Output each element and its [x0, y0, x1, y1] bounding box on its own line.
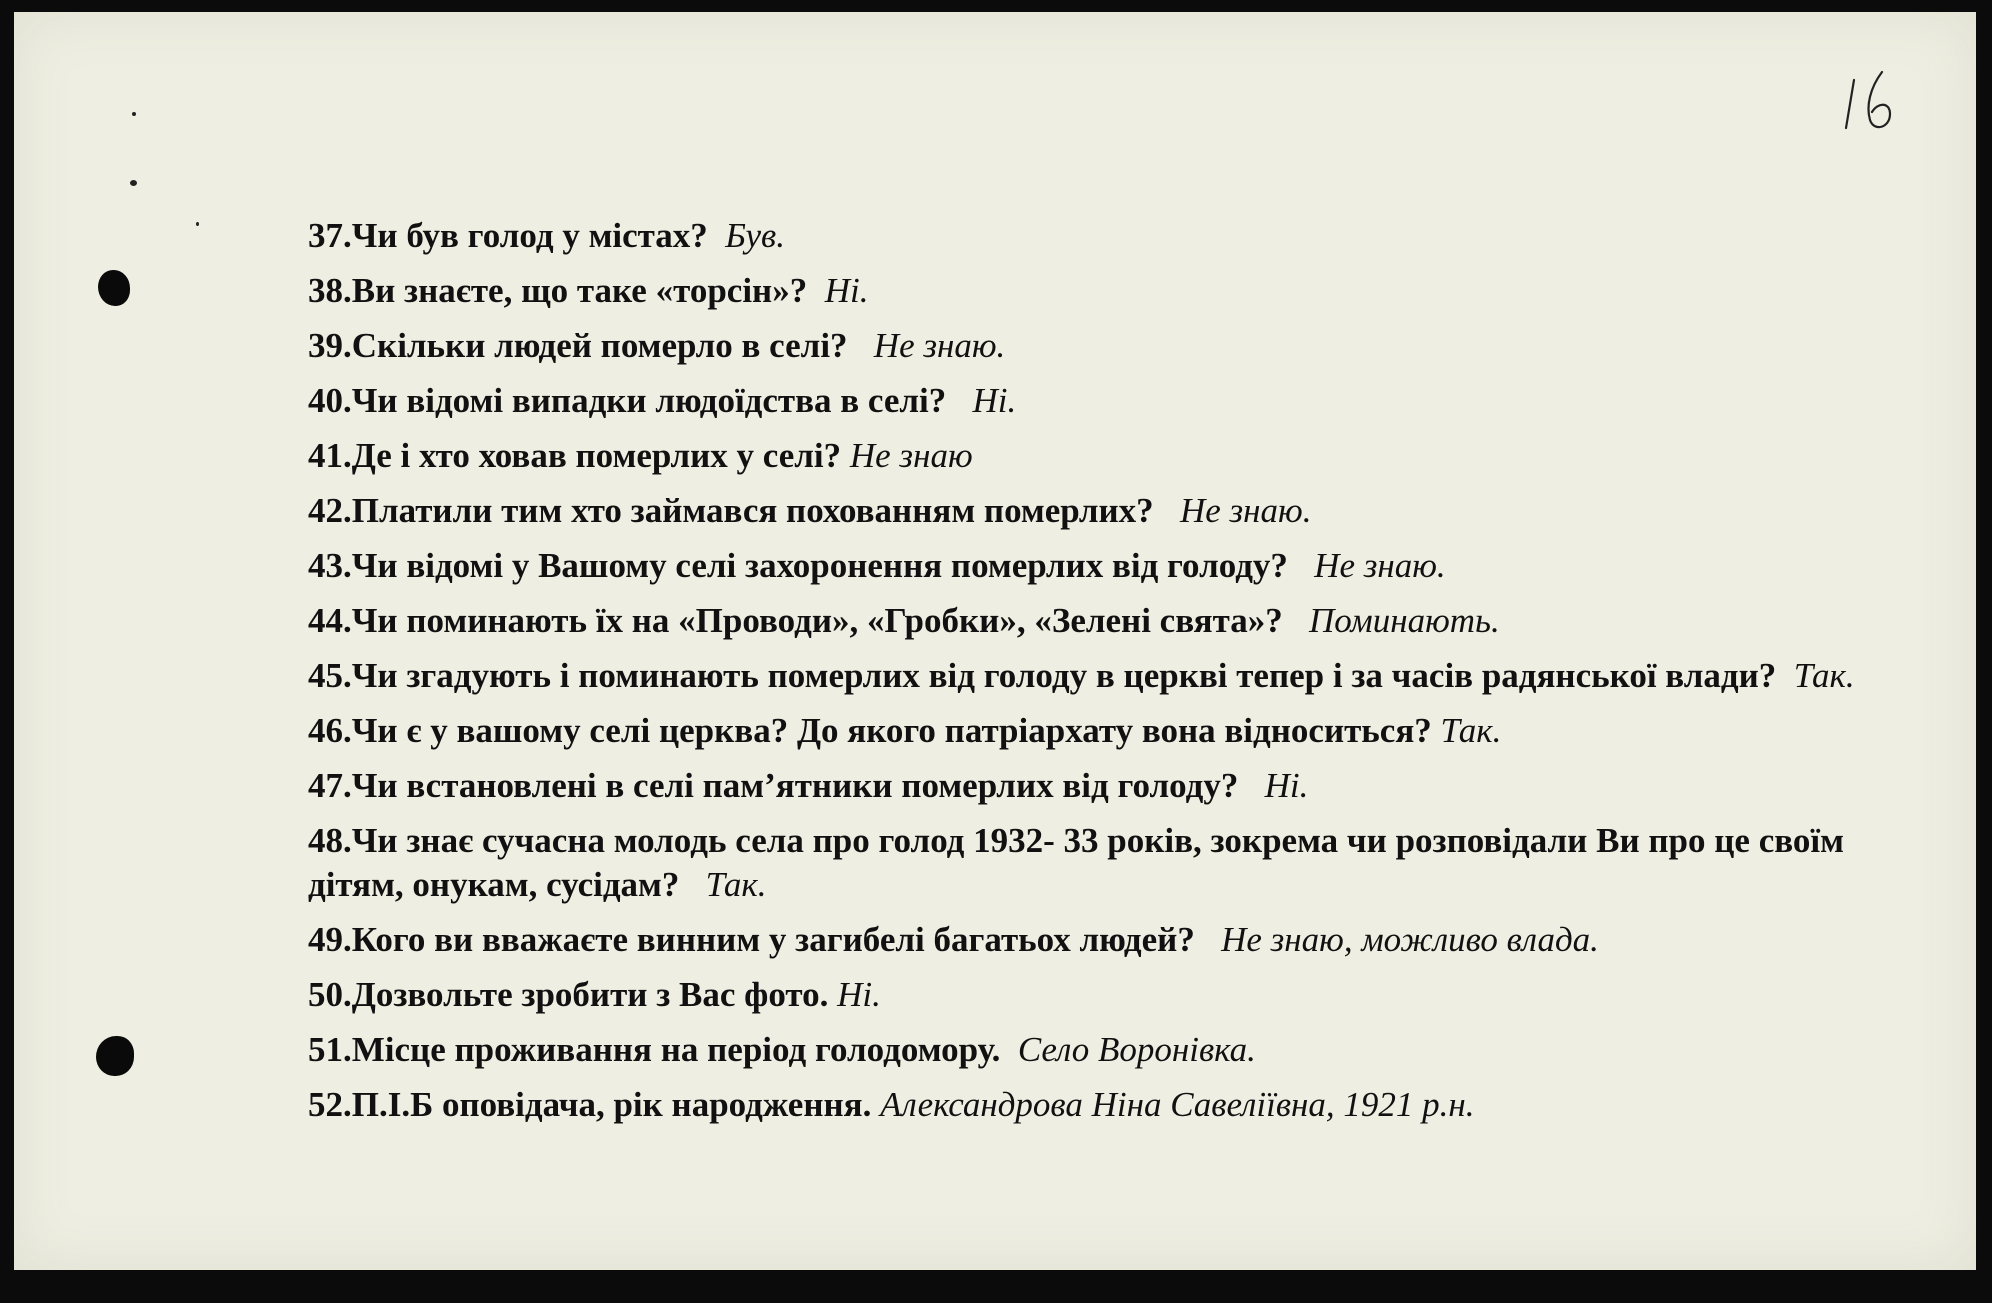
question-text: 39.Скільки людей померло в селі?	[308, 326, 848, 365]
question-text: 44.Чи поминають їх на «Проводи», «Гробки», «Зелені свята»?	[308, 601, 1283, 640]
answer-text: Так.	[1793, 656, 1855, 695]
answer-text: Не знаю.	[873, 326, 1006, 365]
answer-text: Не знаю, можливо влада.	[1221, 920, 1599, 959]
question-text: 41.Де і хто ховав померлих у селі?	[308, 436, 842, 475]
qa-item-45	[308, 654, 1888, 698]
qa-item-37	[308, 214, 1888, 258]
question-text: 52.П.І.Б оповідача, рік народження.	[308, 1085, 872, 1124]
answer-text: Так.	[1440, 711, 1502, 750]
qa-item-44	[308, 599, 1888, 643]
question-text: 46.Чи є у вашому селі церква? До якого патріархату вона відноситься?	[308, 711, 1432, 750]
question-text: 38.Ви знаєте, що таке «торсін»?	[308, 271, 808, 310]
paper-speck	[132, 112, 136, 116]
qa-item-52	[308, 1083, 1888, 1127]
qa-item-48	[308, 819, 1888, 907]
answer-text: Був.	[725, 216, 785, 255]
answer-text: Не знаю	[849, 436, 973, 475]
qa-item-46	[308, 709, 1888, 753]
question-text: 49.Кого ви вважаєте винним у загибелі багатьох людей?	[308, 920, 1195, 959]
handwritten-page-number	[1832, 62, 1922, 142]
punch-hole-bottom	[96, 1036, 134, 1076]
paper-speck	[196, 222, 199, 226]
answer-text: Село Воронівка.	[1017, 1030, 1256, 1069]
punch-hole-top	[98, 270, 130, 306]
qa-item-41	[308, 434, 1888, 478]
question-text: 50.Дозвольте зробити з Вас фото.	[308, 975, 829, 1014]
qa-item-38	[308, 269, 1888, 313]
qa-item-51	[308, 1028, 1888, 1072]
answer-text: Александрова Ніна Савеліївна, 1921 р.н.	[880, 1085, 1475, 1124]
qa-item-42	[308, 489, 1888, 533]
answer-text: Так.	[705, 865, 767, 904]
questionnaire-list	[308, 214, 1888, 1138]
question-text: 37.Чи був голод у містах?	[308, 216, 708, 255]
answer-text: Не знаю.	[1179, 491, 1312, 530]
document-page	[14, 12, 1976, 1270]
question-text: 42.Платили тим хто займався похованням померлих?	[308, 491, 1154, 530]
question-text: 51.Місце проживання на період голодомору.	[308, 1030, 1001, 1069]
answer-text: Ні.	[972, 381, 1017, 420]
qa-item-40	[308, 379, 1888, 423]
qa-item-49	[308, 918, 1888, 962]
question-text: 40.Чи відомі випадки людоїдства в селі?	[308, 381, 947, 420]
question-text: 43.Чи відомі у Вашому селі захоронення померлих від голоду?	[308, 546, 1288, 585]
answer-text: Ні.	[837, 975, 881, 1014]
answer-text: Поминають.	[1308, 601, 1500, 640]
question-text: 47.Чи встановлені в селі пам’ятники померлих від голоду?	[308, 766, 1239, 805]
paper-speck	[130, 180, 137, 186]
qa-item-50	[308, 973, 1888, 1017]
qa-item-47	[308, 764, 1888, 808]
question-text: 45.Чи згадують і поминають померлих від голоду в церкві тепер і за часів радянської влади?	[308, 656, 1777, 695]
handwritten-page-number-glyph	[1832, 62, 1922, 142]
qa-item-43	[308, 544, 1888, 588]
answer-text: Ні.	[1264, 766, 1309, 805]
answer-text: Не знаю.	[1314, 546, 1446, 585]
qa-item-39	[308, 324, 1888, 368]
question-text: 48.Чи знає сучасна молодь села про голод 1932- 33 років, зокрема чи розповідали Ви про це своїм дітям, онукам, сусідам?	[308, 821, 1844, 904]
answer-text: Ні.	[824, 271, 869, 310]
